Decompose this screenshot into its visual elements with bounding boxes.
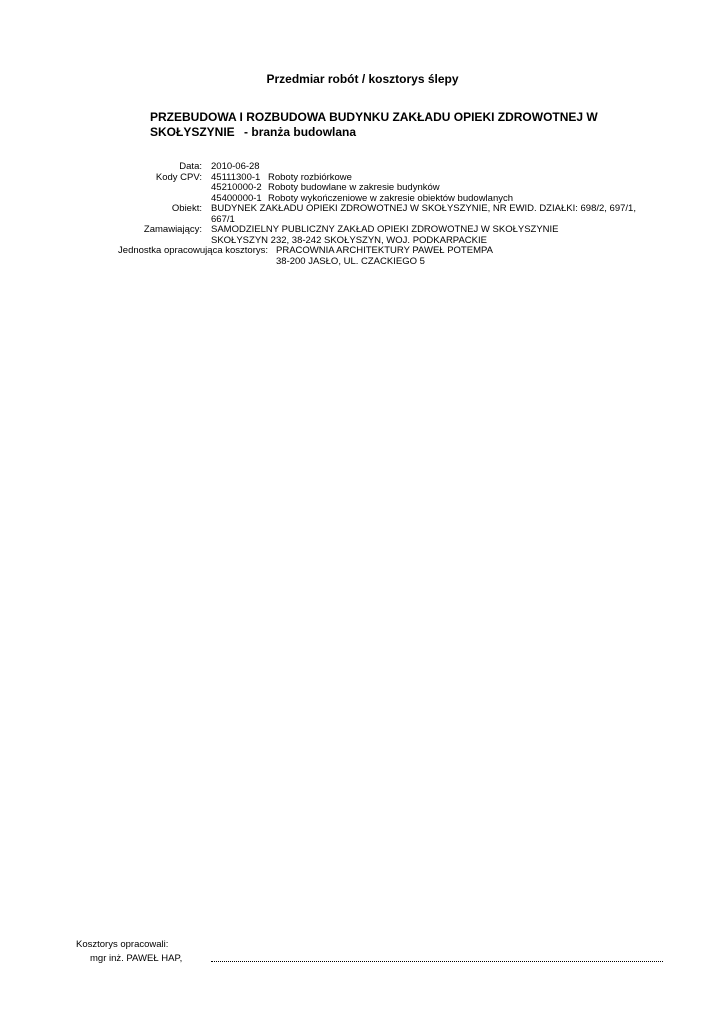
date-value: 2010-06-28 [211, 161, 260, 172]
signature-line [211, 961, 663, 962]
unit-row [0, 246, 725, 257]
prepared-by-label: Kosztorys opracowali: [76, 939, 169, 950]
unit-row-continued [0, 257, 725, 268]
cpv-description: Roboty budowlane w zakresie budynków [268, 182, 440, 193]
object-row [0, 204, 725, 215]
cpv-code: 45210000-2 [211, 182, 262, 193]
cpv-description: Roboty wykończeniowe w zakresie obiektów budowlanych [268, 192, 514, 204]
unit-label: Jednostka opracowująca kosztorys: [118, 245, 268, 256]
client-label: Zamawiający: [143, 224, 202, 235]
object-value-line2: 667/1 [211, 213, 235, 225]
project-name: PRZEBUDOWA I ROZBUDOWA BUDYNKU ZAKŁADU OPIEKI ZDROWOTNEJ W SKOŁYSZYNIE [150, 110, 598, 139]
date-row [0, 162, 725, 173]
date-label: Data: [179, 161, 202, 172]
unit-value-line1: PRACOWNIA ARCHITEKTURY PAWEŁ POTEMPA [276, 245, 493, 256]
client-value-line2: SKOŁYSZYN 232, 38-242 SKOŁYSZYN, WOJ. PODKARPACKIE [211, 234, 487, 246]
object-value-line1: BUDYNEK ZAKŁADU OPIEKI ZDROWOTNEJ W SKOŁYSZYNIE, NR EWID. DZIAŁKI: 698/2, 697/1, [211, 203, 636, 214]
client-row [0, 225, 725, 236]
cpv-code: 45400000-1 [211, 192, 262, 204]
signer-name: mgr inż. PAWEŁ HAP, [90, 953, 183, 964]
project-branch: - branża budowlana [244, 125, 357, 139]
unit-value-line2: 38-200 JASŁO, UL. CZACKIEGO 5 [276, 255, 425, 267]
client-value-line1: SAMODZIELNY PUBLICZNY ZAKŁAD OPIEKI ZDROWOTNEJ W SKOŁYSZYNIE [211, 224, 559, 235]
cpv-label: Kody CPV: [155, 171, 202, 183]
project-title [150, 110, 620, 140]
cpv-description: Roboty rozbiórkowe [268, 171, 352, 183]
object-label: Obiekt: [171, 203, 202, 214]
document-title: Przedmiar robót / kosztorys ślepy [266, 72, 459, 86]
cpv-code: 45111300-1 [211, 171, 261, 183]
